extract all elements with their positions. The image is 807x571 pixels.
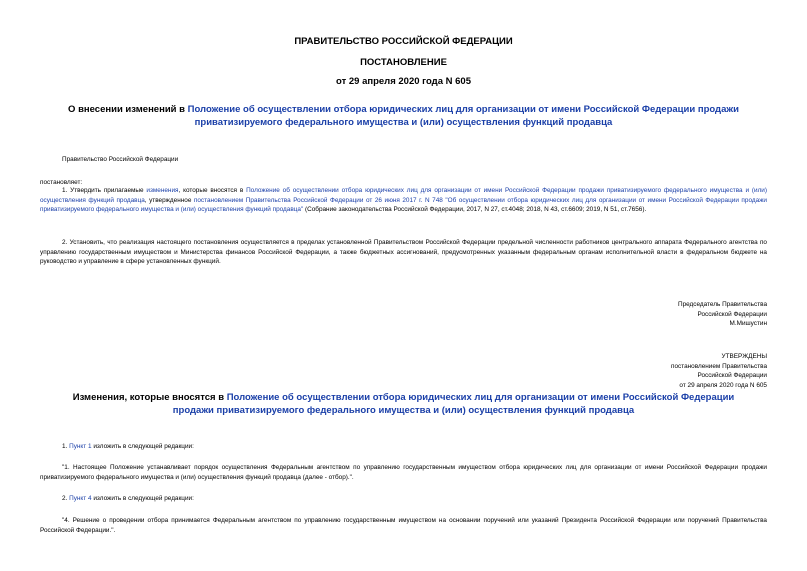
paragraph-1 bbox=[40, 186, 767, 215]
p1-text-a: 1. Утвердить прилагаемые bbox=[62, 187, 147, 194]
p1-text-b: , которые вносятся в bbox=[178, 187, 247, 194]
change-1-text: "1. Настоящее Положение устанавливает порядок осуществления Федеральным агентством по управлению государственным имуществом отбора юридических лиц для организации от имени Российской Федерации продажи приватизируемого федерального имущества и (или) осуществления функций продавца (далее - отбор).". bbox=[40, 464, 767, 481]
approved-resolution: постановлением Правительства bbox=[671, 362, 767, 370]
document-date-number: от 29 апреля 2020 года N 605 bbox=[336, 76, 471, 87]
document-type: ПОСТАНОВЛЕНИЕ bbox=[360, 57, 447, 68]
change-2-heading bbox=[62, 494, 562, 504]
intro-text: Правительство Российской Федерации bbox=[62, 156, 179, 163]
signature-block bbox=[678, 300, 767, 329]
approved-date: от 29 апреля 2020 года N 605 bbox=[679, 381, 767, 389]
government-heading: ПРАВИТЕЛЬСТВО РОССИЙСКОЙ ФЕДЕРАЦИИ bbox=[294, 36, 513, 47]
change-2-text: "4. Решение о проведении отбора принимается Федеральным агентством по управлению государственным имуществом на основании поручений или указаний Президента Российской Федерации или поручений Правительства Российской Федерации.". bbox=[40, 517, 767, 534]
document-title bbox=[30, 103, 777, 129]
p1-changes-link[interactable]: изменения bbox=[146, 187, 179, 194]
change-2-num: 2. bbox=[62, 495, 70, 502]
p1-text-c: , утвержденное bbox=[144, 196, 194, 204]
title-prefix: О внесении изменений в bbox=[68, 104, 188, 115]
approved-block bbox=[671, 352, 767, 390]
signature-position: Председатель Правительства bbox=[678, 301, 767, 308]
changes-title-prefix: Изменения, которые вносятся в bbox=[72, 392, 227, 403]
change-1-point-link[interactable]: Пункт 1 bbox=[69, 443, 92, 450]
decides-text: постановляет: bbox=[40, 179, 83, 186]
signature-org: Российской Федерации bbox=[697, 310, 767, 318]
changes-title bbox=[70, 391, 737, 417]
approved-heading: УТВЕРЖДЕНЫ bbox=[721, 353, 767, 360]
p1-resolution-link[interactable]: постановлением Правительства Российской Федерации от 26 июня 2017 г. N 748 "Об осуществлении отбора юридических лиц для организации от имени Российской Федерации продажи приватизируемого федерального имущества и (или) осуществления функций продавца" bbox=[40, 196, 767, 214]
change-1-rest: изложить в следующей редакции: bbox=[91, 443, 194, 450]
change-2-rest: изложить в следующей редакции: bbox=[91, 495, 194, 502]
approved-org: Российской Федерации bbox=[697, 372, 767, 380]
change-2-point-link[interactable]: Пункт 4 bbox=[69, 495, 92, 502]
changes-title-regulation-link[interactable]: Положение об осуществлении отбора юридических лиц для организации от имени Российской Федерации продажи приватизируемого федерального имущества и (или) осуществления функций продавца bbox=[172, 392, 735, 416]
title-regulation-link[interactable]: Положение об осуществлении отбора юридических лиц для организации от имени Российской Федерации продажи приватизируемого федерального имущества и (или) осуществления функций продавца bbox=[187, 104, 739, 128]
change-1-num: 1. bbox=[62, 443, 70, 450]
p1-regulation-link[interactable]: Положение об осуществлении отбора юридических лиц для организации от имени Российской Федерации продажи приватизируемого федерального имущества и (или) осуществления функций продавца bbox=[40, 187, 767, 204]
signature-name: М.Мишустин bbox=[729, 320, 767, 328]
paragraph-2: 2. Установить, что реализация настоящего постановления осуществляется в пределах установленной Правительством Российской Федерации предельной численности работников центрального аппарата Федерального агентства по управлению государственным имуществом и Министерства финансов Российской Федерации, а также бюджетных ассигнований, предусмотренных указанным федеральным органам исполнительной власти в федеральном бюджете на руководство и управление в сфере установленных функций. bbox=[40, 239, 767, 266]
p1-text-d: (Собрание законодательства Российской Федерации, 2017, N 27, ст.4048; 2018, N 43, ст.6609; 2019, N 51, ст.7656). bbox=[303, 206, 647, 214]
change-1-heading bbox=[62, 442, 562, 452]
